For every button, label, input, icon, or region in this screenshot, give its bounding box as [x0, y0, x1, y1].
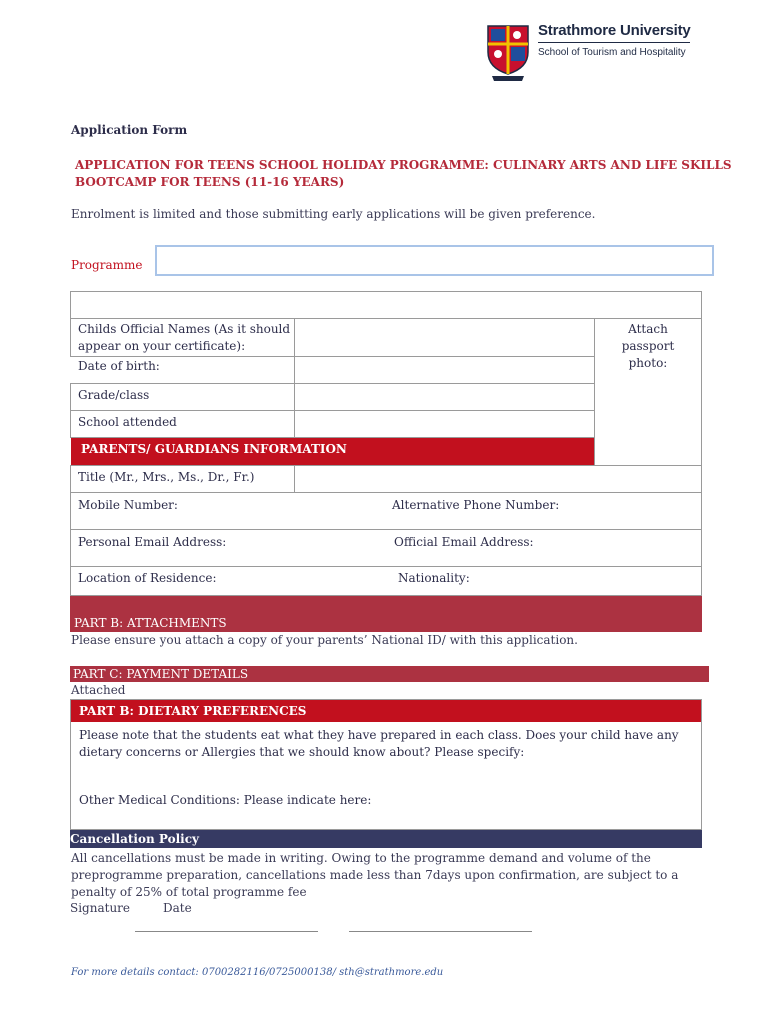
- title-label: Title (Mr., Mrs., Ms., Dr., Fr.): [78, 470, 255, 484]
- parents-section-header: PARENTS/ GUARDIANS INFORMATION: [71, 438, 594, 465]
- cancellation-line1: All cancellations must be made in writing. Owing to the programme demand and volume of the: [71, 851, 651, 865]
- table-top-row: [70, 291, 702, 319]
- location-label: Location of Residence:: [78, 571, 217, 585]
- footer-contact: For more details contact: 0700282116/0725000138/ sth@strathmore.edu: [71, 967, 444, 978]
- payment-header: PART C: PAYMENT DETAILS: [70, 666, 709, 682]
- alt-phone-label: Alternative Phone Number:: [392, 498, 560, 512]
- dietary-note: [79, 727, 679, 761]
- cancellation-line2: preprogramme preparation, cancellations made less than 7days upon confirmation, are subject to a: [71, 868, 679, 882]
- form-title: [75, 157, 732, 191]
- official-email-label: Official Email Address:: [394, 535, 534, 549]
- nationality-label: Nationality:: [398, 571, 470, 585]
- child-names-input[interactable]: [294, 318, 595, 357]
- dietary-note-line1: Please note that the students eat what they have prepared in each class. Does your child have any: [79, 728, 679, 742]
- school-name: School of Tourism and Hospitality: [538, 47, 686, 58]
- attachments-header: PART B: ATTACHMENTS: [74, 616, 227, 630]
- cancellation-line3: penalty of 25% of total programme fee: [71, 885, 307, 899]
- payment-note: Attached: [71, 683, 126, 697]
- passport-photo-label: [594, 321, 702, 372]
- mobile-label: Mobile Number:: [78, 498, 178, 512]
- dob-input[interactable]: [294, 356, 595, 384]
- university-name: Strathmore University: [538, 22, 691, 39]
- child-names-label: [78, 321, 290, 355]
- personal-email-label: Personal Email Address:: [78, 535, 227, 549]
- programme-label: Programme: [71, 258, 143, 272]
- grade-label: Grade/class: [78, 388, 150, 402]
- medical-conditions-label: Other Medical Conditions: Please indicate here:: [79, 793, 372, 807]
- form-title-line1: APPLICATION FOR TEENS SCHOOL HOLIDAY PROGRAMME: CULINARY ARTS AND LIFE SKILLS: [75, 158, 732, 172]
- title-input[interactable]: [294, 465, 702, 493]
- university-crest-logo: [486, 24, 530, 82]
- grade-input[interactable]: [294, 383, 595, 411]
- attachments-note: Please ensure you attach a copy of your parents’ National ID/ with this application.: [71, 633, 578, 647]
- form-title-line2: BOOTCAMP FOR TEENS (11-16 YEARS): [75, 175, 345, 189]
- dietary-header: PART B: DIETARY PREFERENCES: [71, 700, 701, 722]
- school-label: School attended: [78, 415, 177, 429]
- dietary-note-line2: dietary concerns or Allergies that we should know about? Please specify:: [79, 745, 525, 759]
- school-input[interactable]: [294, 410, 595, 438]
- cancellation-header: Cancellation Policy: [70, 830, 702, 848]
- signature-line[interactable]: [135, 931, 318, 932]
- photo-line1: Attach: [628, 322, 668, 336]
- photo-line2: passport: [621, 339, 675, 353]
- form-label: Application Form: [71, 123, 188, 137]
- cancellation-text: [71, 850, 678, 901]
- child-names-label-line1: Childs Official Names (As it should: [78, 322, 291, 336]
- programme-input[interactable]: [155, 245, 714, 276]
- dob-label: Date of birth:: [78, 359, 160, 373]
- date-label: Date: [163, 901, 192, 915]
- attachments-section-bar: [70, 596, 702, 632]
- header-divider: [538, 42, 690, 43]
- intro-text: Enrolment is limited and those submitting early applications will be given preference.: [71, 207, 596, 221]
- date-line[interactable]: [349, 931, 532, 932]
- photo-line3: photo:: [628, 356, 668, 370]
- child-names-label-line2: appear on your certificate):: [78, 339, 246, 353]
- signature-label: Signature: [70, 901, 131, 915]
